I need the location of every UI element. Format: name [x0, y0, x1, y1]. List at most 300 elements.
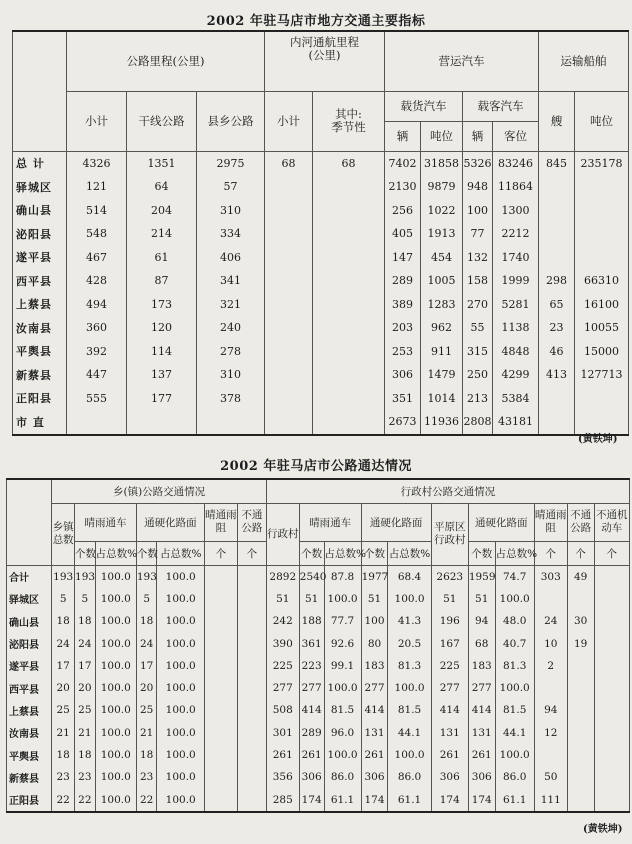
table-cell: 167	[431, 632, 468, 654]
table-row	[7, 788, 630, 811]
t2-header-hardened: 通硬化路面	[136, 503, 204, 541]
table-cell: 10055	[575, 316, 629, 340]
table-cell	[594, 565, 629, 588]
table-cell: 11864	[493, 175, 539, 199]
table-cell: 174	[468, 788, 495, 811]
table-cell: 5384	[493, 387, 539, 411]
table-cell	[594, 588, 629, 610]
table-cell: 356	[266, 766, 299, 788]
table-cell: 962	[421, 316, 463, 340]
table-cell	[594, 610, 629, 632]
table-cell: 341	[197, 269, 265, 293]
table-cell: 310	[197, 199, 265, 223]
row-label: 泌阳县	[13, 222, 67, 246]
header-seasonal-line1: 其中:	[335, 107, 362, 121]
table-cell: 261	[361, 744, 388, 766]
t2-header-sunny: 晴雨通车	[75, 503, 137, 541]
table1-body	[13, 151, 629, 435]
header-trunk: 干线公路	[127, 91, 197, 151]
table-cell: 256	[385, 199, 421, 223]
table-cell: 77	[463, 222, 493, 246]
table-row	[13, 151, 629, 175]
table-cell	[313, 222, 385, 246]
table-cell: 81.5	[388, 699, 431, 721]
t2-header-no-road: 不通公路	[237, 503, 266, 541]
table-cell: 100.0	[157, 766, 204, 788]
t2-header-plain-village: 平原区行政村	[431, 503, 468, 565]
t2-header-pct: 占总数%	[157, 541, 204, 565]
row-label: 遂平县	[13, 246, 67, 270]
table-cell: 49	[567, 565, 594, 588]
table-cell: 111	[534, 788, 567, 811]
table-cell	[237, 677, 266, 699]
t2-header-count: 个数	[361, 541, 388, 565]
table-cell: 100.0	[95, 632, 136, 654]
table-cell: 24	[136, 632, 157, 654]
table-cell	[127, 410, 197, 435]
header-truck-tons: 吨位	[421, 121, 463, 151]
table-cell: 303	[534, 565, 567, 588]
table-cell	[197, 410, 265, 435]
table-cell: 301	[266, 722, 299, 744]
table-cell: 31858	[421, 151, 463, 175]
table-cell: 100.0	[157, 588, 204, 610]
table-cell: 193	[75, 565, 96, 588]
header-blank	[13, 31, 67, 151]
table-cell: 277	[266, 677, 299, 699]
table-row	[7, 632, 630, 654]
table-cell: 25	[136, 699, 157, 721]
table-cell	[265, 269, 313, 293]
table-cell: 23	[52, 766, 75, 788]
header-inland-label: 内河通航里程	[290, 35, 359, 49]
table-cell: 306	[468, 766, 495, 788]
table-cell	[265, 293, 313, 317]
table-cell: 454	[421, 246, 463, 270]
table-row	[7, 655, 630, 677]
table-cell: 100.0	[388, 744, 431, 766]
table-cell	[594, 699, 629, 721]
table-cell: 5	[52, 588, 75, 610]
table-cell	[539, 175, 575, 199]
table-cell: 845	[539, 151, 575, 175]
table-cell	[313, 410, 385, 435]
table-cell: 414	[361, 699, 388, 721]
table-cell	[539, 199, 575, 223]
t2-header-pct: 占总数%	[324, 541, 361, 565]
table-cell: 285	[266, 788, 299, 811]
table-row	[13, 410, 629, 435]
table-cell: 92.6	[324, 632, 361, 654]
table-cell: 131	[361, 722, 388, 744]
table-cell: 61	[127, 246, 197, 270]
table-cell: 100.0	[157, 788, 204, 811]
t2-header-admin-village: 行政村	[266, 503, 299, 565]
table-cell: 100.0	[95, 722, 136, 744]
table-cell	[575, 175, 629, 199]
table-row	[7, 766, 630, 788]
table-cell: 100.0	[324, 744, 361, 766]
row-label: 市 直	[13, 410, 67, 435]
table-cell: 21	[75, 722, 96, 744]
table-cell: 100.0	[157, 744, 204, 766]
t2-header-village: 行政村公路交通情况	[266, 479, 629, 503]
row-label: 汝南县	[7, 722, 52, 744]
table-row	[7, 610, 630, 632]
row-label: 驿城区	[13, 175, 67, 199]
table-row	[7, 677, 630, 699]
table-cell: 25	[52, 699, 75, 721]
row-label: 遂平县	[7, 655, 52, 677]
table-cell: 158	[463, 269, 493, 293]
table-row	[13, 222, 629, 246]
table-cell: 1977	[361, 565, 388, 588]
table-cell	[567, 788, 594, 811]
table-cell	[567, 588, 594, 610]
table2-body	[7, 565, 630, 812]
table-cell: 250	[463, 363, 493, 387]
table-cell	[313, 293, 385, 317]
table-cell: 378	[197, 387, 265, 411]
table-cell: 100.0	[157, 610, 204, 632]
table-cell: 18	[75, 610, 96, 632]
table-cell: 223	[299, 655, 324, 677]
table-cell: 405	[385, 222, 421, 246]
table-cell: 94	[468, 610, 495, 632]
table-cell: 96.0	[324, 722, 361, 744]
table-cell: 68	[265, 151, 313, 175]
table-cell	[265, 199, 313, 223]
table-cell: 261	[299, 744, 324, 766]
table-cell: 55	[463, 316, 493, 340]
table-cell	[539, 410, 575, 435]
table-cell: 277	[299, 677, 324, 699]
table-cell: 1959	[468, 565, 495, 588]
table-cell: 306	[361, 766, 388, 788]
table-cell	[237, 766, 266, 788]
table-cell: 23	[136, 766, 157, 788]
table-cell: 61.1	[388, 788, 431, 811]
table-cell: 390	[266, 632, 299, 654]
row-label: 新蔡县	[7, 766, 52, 788]
table-cell	[265, 363, 313, 387]
table-cell: 17	[75, 655, 96, 677]
row-label: 新蔡县	[13, 363, 67, 387]
table-cell	[204, 677, 237, 699]
transport-indicators-table	[12, 30, 629, 436]
table-cell: 1479	[421, 363, 463, 387]
table-cell: 270	[463, 293, 493, 317]
table-cell: 1283	[421, 293, 463, 317]
table-cell: 100.0	[95, 699, 136, 721]
table-cell: 508	[266, 699, 299, 721]
table-cell: 51	[361, 588, 388, 610]
table-cell	[265, 340, 313, 364]
table-cell: 334	[197, 222, 265, 246]
table-cell: 289	[385, 269, 421, 293]
table-cell	[313, 340, 385, 364]
table-cell: 414	[299, 699, 324, 721]
table-cell	[313, 363, 385, 387]
table-cell: 100.0	[95, 565, 136, 588]
table-cell: 20	[52, 677, 75, 699]
table-row	[7, 565, 630, 588]
header-truck-units: 辆	[385, 121, 421, 151]
table-cell: 40.7	[495, 632, 534, 654]
row-label: 西平县	[7, 677, 52, 699]
table-row	[7, 722, 630, 744]
table-row	[13, 316, 629, 340]
header-subtotal: 小计	[67, 91, 127, 151]
table-cell: 7402	[385, 151, 421, 175]
table-cell: 306	[431, 766, 468, 788]
t2-header-unit: 个	[534, 541, 567, 565]
table-cell: 351	[385, 387, 421, 411]
table-cell	[575, 246, 629, 270]
table-cell	[204, 744, 237, 766]
table-cell: 5326	[463, 151, 493, 175]
table-cell: 99.1	[324, 655, 361, 677]
table-cell	[313, 175, 385, 199]
table-cell: 2808	[463, 410, 493, 435]
table-cell	[237, 565, 266, 588]
table-row	[13, 293, 629, 317]
table-cell: 83246	[493, 151, 539, 175]
table-cell: 51	[431, 588, 468, 610]
table-cell: 100.0	[95, 766, 136, 788]
table-cell: 514	[67, 199, 127, 223]
table-cell: 94	[534, 699, 567, 721]
table-row	[13, 269, 629, 293]
table-cell: 100.0	[324, 588, 361, 610]
table-cell: 278	[197, 340, 265, 364]
table-cell: 277	[468, 677, 495, 699]
table-cell: 20	[75, 677, 96, 699]
table-cell: 51	[266, 588, 299, 610]
table-cell: 100.0	[388, 677, 431, 699]
table-cell: 120	[127, 316, 197, 340]
t2-header-count: 个数	[136, 541, 157, 565]
table-cell: 467	[67, 246, 127, 270]
table-row	[7, 744, 630, 766]
table-cell	[539, 387, 575, 411]
table-cell: 306	[385, 363, 421, 387]
table-cell: 121	[67, 175, 127, 199]
table-cell: 131	[468, 722, 495, 744]
table-cell	[265, 387, 313, 411]
table-cell: 9879	[421, 175, 463, 199]
table-cell	[265, 246, 313, 270]
table-cell: 183	[468, 655, 495, 677]
table-cell: 20	[136, 677, 157, 699]
table-cell: 19	[567, 632, 594, 654]
table-cell: 213	[463, 387, 493, 411]
row-label: 汝南县	[13, 316, 67, 340]
table-cell: 406	[197, 246, 265, 270]
header-inland-unit: (公里)	[308, 48, 341, 62]
table-cell: 137	[127, 363, 197, 387]
table-cell: 204	[127, 199, 197, 223]
t2-header-v-hardened2: 通硬化路面	[468, 503, 534, 541]
table-cell	[204, 565, 237, 588]
table-cell: 11936	[421, 410, 463, 435]
row-label: 确山县	[13, 199, 67, 223]
table-cell: 277	[361, 677, 388, 699]
table-cell: 86.0	[388, 766, 431, 788]
table-cell: 86.0	[495, 766, 534, 788]
table-cell: 1022	[421, 199, 463, 223]
table-cell: 74.7	[495, 565, 534, 588]
table-cell: 173	[127, 293, 197, 317]
t2-header-v-sunny: 晴雨通车	[299, 503, 361, 541]
table-row	[13, 363, 629, 387]
t2-header-unit: 个	[567, 541, 594, 565]
table-cell: 361	[299, 632, 324, 654]
table-cell: 61.1	[324, 788, 361, 811]
t2-header-sunny-blocked: 晴通雨阻	[204, 503, 237, 541]
table-cell: 2130	[385, 175, 421, 199]
table-cell: 77.7	[324, 610, 361, 632]
table-cell: 174	[361, 788, 388, 811]
table-cell	[567, 722, 594, 744]
table-cell: 298	[539, 269, 575, 293]
header-inland-subtotal: 小计	[265, 91, 313, 151]
t2-header-unit: 个	[594, 541, 629, 565]
table-cell: 5	[136, 588, 157, 610]
table-cell	[594, 677, 629, 699]
table-cell: 414	[468, 699, 495, 721]
table-cell: 24	[52, 632, 75, 654]
table-cell: 18	[136, 744, 157, 766]
table-cell: 17	[52, 655, 75, 677]
table-cell: 188	[299, 610, 324, 632]
table-cell: 22	[52, 788, 75, 811]
table-cell: 1913	[421, 222, 463, 246]
table-cell	[534, 677, 567, 699]
table-cell: 65	[539, 293, 575, 317]
header-highway: 公路里程(公里)	[67, 31, 265, 91]
header-vessel: 艘	[539, 91, 575, 151]
table-cell: 87	[127, 269, 197, 293]
table-cell: 261	[266, 744, 299, 766]
table-cell	[575, 387, 629, 411]
table-cell: 87.8	[324, 565, 361, 588]
table-cell: 1351	[127, 151, 197, 175]
table-cell	[237, 722, 266, 744]
table-cell: 100.0	[495, 588, 534, 610]
table-cell: 310	[197, 363, 265, 387]
table-cell	[594, 632, 629, 654]
table-cell: 61.1	[495, 788, 534, 811]
row-label: 合计	[7, 565, 52, 588]
table-cell: 548	[67, 222, 127, 246]
t2-header-no-motor: 不通机动车	[594, 503, 629, 541]
header-bus: 营运汽车	[385, 31, 539, 91]
table-cell: 100.0	[95, 588, 136, 610]
header-coach: 载客汽车	[463, 91, 539, 121]
table-cell	[204, 632, 237, 654]
table-cell	[237, 788, 266, 811]
table-cell: 183	[361, 655, 388, 677]
table-cell	[575, 222, 629, 246]
table-cell	[539, 222, 575, 246]
table-cell	[237, 632, 266, 654]
header-inland	[265, 31, 385, 91]
table-cell: 100	[463, 199, 493, 223]
row-label: 平舆县	[7, 744, 52, 766]
table-cell: 100.0	[95, 655, 136, 677]
table-cell	[567, 766, 594, 788]
header-tonnage: 吨位	[575, 91, 629, 151]
table-cell: 196	[431, 610, 468, 632]
table-cell: 253	[385, 340, 421, 364]
table-cell: 30	[567, 610, 594, 632]
table-cell	[313, 246, 385, 270]
table-cell: 100.0	[157, 677, 204, 699]
header-county: 县乡公路	[197, 91, 265, 151]
t2-header-v-sunny-blocked: 晴通雨阻	[534, 503, 567, 541]
table-cell: 193	[136, 565, 157, 588]
table-cell	[534, 588, 567, 610]
table-cell	[204, 588, 237, 610]
table-row	[13, 246, 629, 270]
table-cell: 242	[266, 610, 299, 632]
table-cell: 100.0	[388, 588, 431, 610]
t2-header-township-total: 乡镇总数	[52, 503, 75, 565]
table-cell: 41.3	[388, 610, 431, 632]
table-cell	[237, 744, 266, 766]
table-cell: 10	[534, 632, 567, 654]
t2-header-unit: 个	[237, 541, 266, 565]
table-cell: 24	[75, 632, 96, 654]
table-cell: 1999	[493, 269, 539, 293]
road-access-table	[6, 478, 630, 813]
table-cell: 81.5	[324, 699, 361, 721]
table-cell: 177	[127, 387, 197, 411]
table-cell: 15000	[575, 340, 629, 364]
table-cell: 360	[67, 316, 127, 340]
table-cell	[204, 766, 237, 788]
table-cell: 5281	[493, 293, 539, 317]
table-cell: 23	[75, 766, 96, 788]
table-cell: 127713	[575, 363, 629, 387]
table-cell	[265, 175, 313, 199]
table-cell: 555	[67, 387, 127, 411]
t2-header-count: 个数	[468, 541, 495, 565]
t2-header-v-hardened: 通硬化路面	[361, 503, 431, 541]
table-cell	[539, 246, 575, 270]
table-cell	[265, 316, 313, 340]
table-cell: 5	[75, 588, 96, 610]
table-cell: 100.0	[324, 677, 361, 699]
table-cell: 447	[67, 363, 127, 387]
table-cell: 4848	[493, 340, 539, 364]
table-row	[13, 199, 629, 223]
table-cell: 240	[197, 316, 265, 340]
t2-header-unit: 个	[204, 541, 237, 565]
table-cell	[313, 387, 385, 411]
table-cell: 2623	[431, 565, 468, 588]
table-cell: 68	[313, 151, 385, 175]
table-cell: 2540	[299, 565, 324, 588]
table-cell: 100.0	[495, 744, 534, 766]
table-cell: 214	[127, 222, 197, 246]
table-cell: 100	[361, 610, 388, 632]
table-cell: 911	[421, 340, 463, 364]
table-cell: 100.0	[95, 744, 136, 766]
table-cell	[237, 610, 266, 632]
table-cell: 2673	[385, 410, 421, 435]
